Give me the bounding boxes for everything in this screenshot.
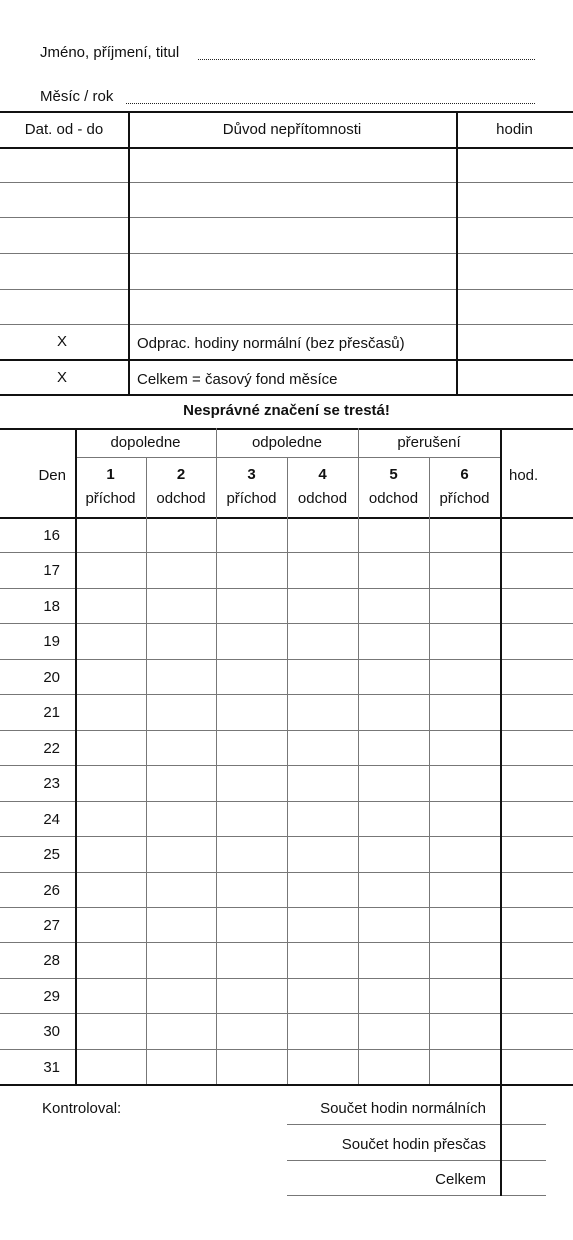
column-label: odchod: [368, 490, 419, 507]
group-header-přerušení: přerušení: [397, 434, 461, 451]
hours-header: hod.: [509, 467, 539, 484]
summary-mark: X: [56, 333, 67, 350]
column-label: příchod: [85, 490, 136, 507]
day-number: 29: [43, 987, 60, 1005]
column-label: příchod: [439, 490, 490, 507]
totals-divider: [500, 1084, 502, 1196]
absence-row-rule: [0, 289, 573, 290]
attendance-top-rule: [0, 428, 573, 430]
total-underline: [287, 1195, 546, 1196]
column-number: 4: [318, 466, 327, 483]
day-number: 31: [43, 1058, 60, 1076]
group-divider: [216, 428, 217, 1084]
total-underline: [287, 1124, 546, 1125]
month-field-label: Měsíc / rok: [40, 88, 114, 105]
group-header-odpoledne: odpoledne: [251, 434, 323, 451]
name-field-label: Jméno, příjmení, titul: [40, 44, 180, 61]
absence-vline: [456, 111, 458, 394]
pair-divider: [146, 457, 147, 1084]
checked-by-label: Kontroloval:: [42, 1100, 122, 1117]
day-number: 20: [43, 668, 60, 686]
column-number: 3: [247, 466, 256, 483]
name-field-line[interactable]: [198, 59, 535, 60]
day-number: 28: [43, 952, 60, 970]
absence-row-rule: [0, 324, 573, 325]
hours-column-divider: [500, 428, 502, 1084]
absence-vline: [128, 111, 130, 394]
day-number: 21: [43, 704, 60, 722]
absence-row-rule: [0, 217, 573, 218]
absence-header-rule: [0, 147, 573, 149]
total-underline: [287, 1160, 546, 1161]
day-number: 18: [43, 597, 60, 615]
month-field-line[interactable]: [126, 103, 535, 104]
absence-col-hours: hodin: [496, 121, 533, 138]
day-number: 22: [43, 739, 60, 757]
day-number: 19: [43, 633, 60, 651]
absence-row-rule: [0, 182, 573, 183]
total-label: Součet hodin přesčas: [341, 1136, 486, 1153]
column-label: odchod: [297, 490, 348, 507]
day-number: 17: [43, 562, 60, 580]
absence-col-date: Dat. od - do: [24, 121, 104, 138]
day-number: 30: [43, 1023, 60, 1041]
pair-divider: [287, 457, 288, 1084]
day-column-divider: [75, 428, 77, 1084]
total-label: Celkem: [435, 1171, 486, 1188]
column-label: příchod: [226, 490, 277, 507]
column-number: 2: [176, 466, 186, 483]
column-number: 5: [389, 466, 398, 483]
absence-row-rule: [0, 253, 573, 254]
day-number: 26: [43, 881, 60, 899]
column-number: 6: [460, 466, 469, 483]
absence-bottom-rule: [0, 394, 573, 396]
day-header: Den: [38, 467, 66, 484]
day-number: 16: [43, 527, 60, 544]
group-header-dopoledne: dopoledne: [110, 434, 181, 451]
day-number: 27: [43, 916, 60, 934]
pair-divider: [429, 457, 430, 1084]
summary-mark: X: [56, 369, 67, 386]
absence-col-reason: Důvod nepřítomnosti: [222, 121, 362, 138]
summary-label: Odprac. hodiny normální (bez přesčasů): [137, 335, 405, 352]
summary-label: Celkem = časový fond měsíce: [137, 371, 338, 388]
column-label: odchod: [156, 490, 206, 507]
summary-rule: [0, 359, 573, 361]
day-number: 25: [43, 846, 60, 864]
column-number: 1: [106, 466, 115, 483]
group-divider: [358, 428, 359, 1084]
absence-top-rule: [0, 111, 573, 113]
day-number: 24: [43, 810, 60, 828]
attendance-bottom-rule: [0, 1084, 573, 1086]
day-number: 23: [43, 775, 60, 793]
total-label: Součet hodin normálních: [320, 1100, 486, 1117]
warning-text: Nesprávné značení se trestá!: [183, 402, 390, 419]
